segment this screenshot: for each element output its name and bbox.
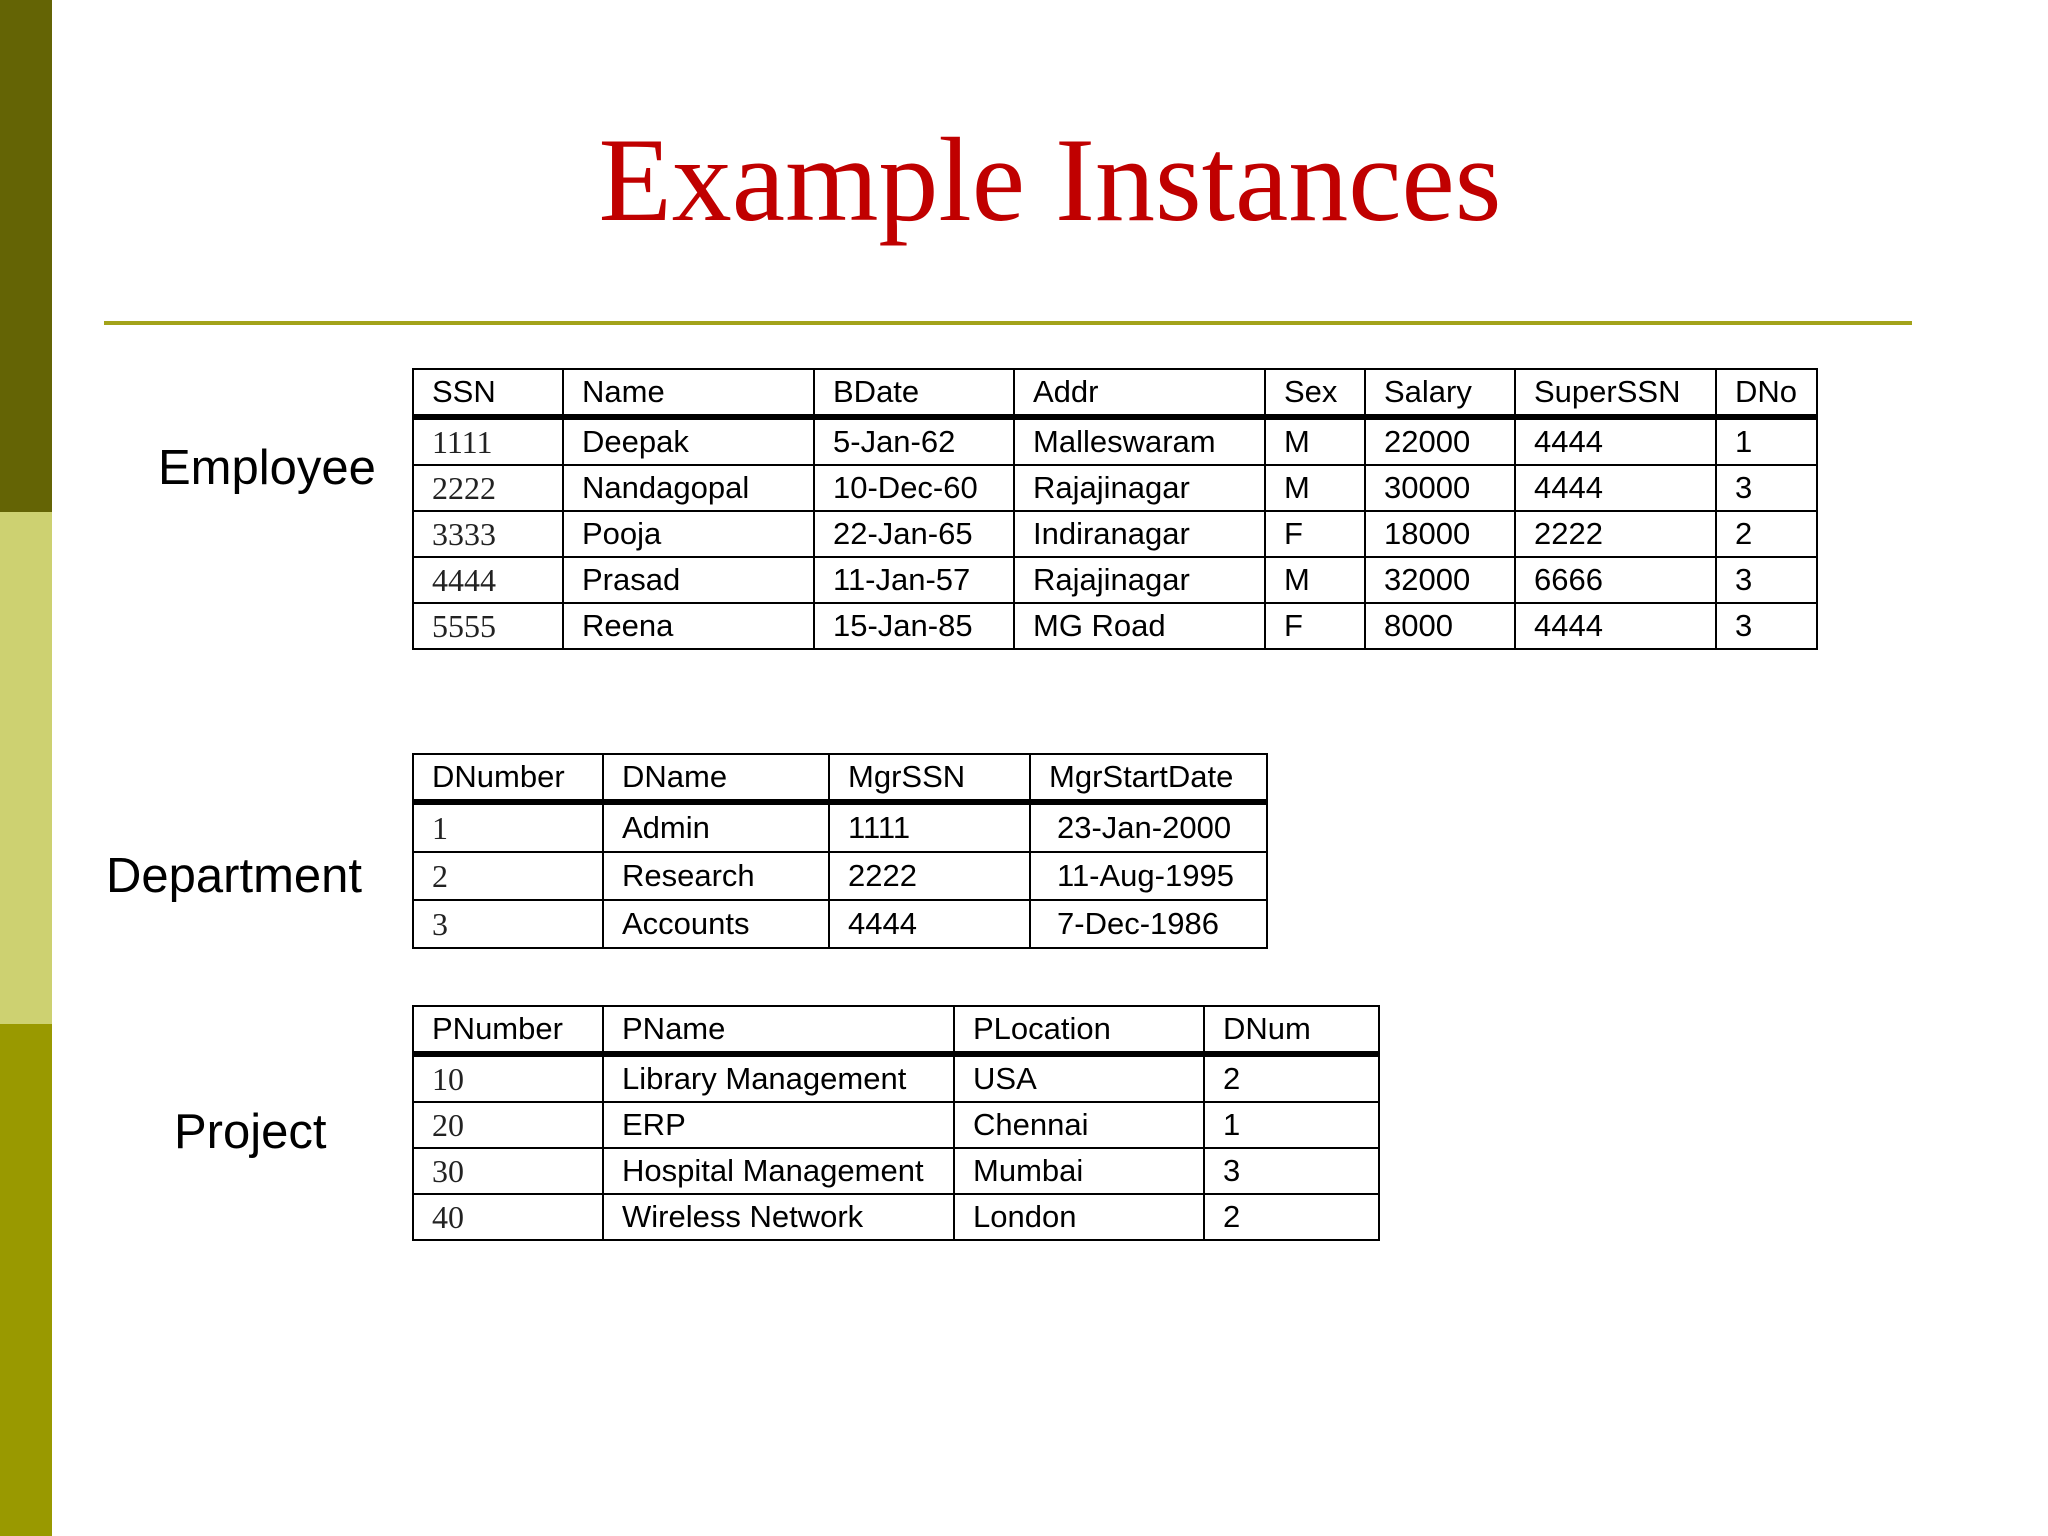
column-header: Addr bbox=[1014, 369, 1265, 417]
slide-title: Example Instances bbox=[598, 113, 1502, 246]
table-row bbox=[413, 1102, 1379, 1148]
table-cell: Hospital Management bbox=[603, 1148, 954, 1194]
table-cell: 23-Jan-2000 bbox=[1030, 802, 1267, 852]
table-cell: 3 bbox=[413, 900, 603, 948]
department-header-row bbox=[413, 754, 1267, 802]
table-cell: Accounts bbox=[603, 900, 829, 948]
column-header: PLocation bbox=[954, 1006, 1204, 1054]
table-cell: Research bbox=[603, 852, 829, 900]
column-header: SSN bbox=[413, 369, 563, 417]
table-row bbox=[413, 852, 1267, 900]
accent-bar-bottom bbox=[0, 1024, 52, 1536]
table-cell: 5-Jan-62 bbox=[814, 417, 1014, 465]
table-cell: Wireless Network bbox=[603, 1194, 954, 1240]
table-cell: Rajajinagar bbox=[1014, 557, 1265, 603]
table-row bbox=[413, 603, 1817, 649]
column-header: Salary bbox=[1365, 369, 1515, 417]
title-divider bbox=[104, 321, 1912, 325]
table-row bbox=[413, 1194, 1379, 1240]
column-header: PNumber bbox=[413, 1006, 603, 1054]
table-cell: Rajajinagar bbox=[1014, 465, 1265, 511]
table-cell: 15-Jan-85 bbox=[814, 603, 1014, 649]
department-label: Department bbox=[106, 849, 363, 903]
table-cell: 2222 bbox=[1515, 511, 1716, 557]
table-row bbox=[413, 511, 1817, 557]
column-header: Name bbox=[563, 369, 814, 417]
table-cell: 22-Jan-65 bbox=[814, 511, 1014, 557]
table-row bbox=[413, 417, 1817, 465]
table-cell: Reena bbox=[563, 603, 814, 649]
table-row bbox=[413, 1054, 1379, 1102]
table-cell: 1111 bbox=[829, 802, 1030, 852]
table-cell: 4444 bbox=[413, 557, 563, 603]
table-cell: USA bbox=[954, 1054, 1204, 1102]
department-table bbox=[412, 753, 1268, 949]
table-cell: 5555 bbox=[413, 603, 563, 649]
table-cell: Mumbai bbox=[954, 1148, 1204, 1194]
table-cell: Indiranagar bbox=[1014, 511, 1265, 557]
table-cell: 1111 bbox=[413, 417, 563, 465]
column-header: DNo bbox=[1716, 369, 1817, 417]
table-cell: M bbox=[1265, 465, 1365, 511]
project-header-row bbox=[413, 1006, 1379, 1054]
table-cell: ERP bbox=[603, 1102, 954, 1148]
table-cell: 2222 bbox=[413, 465, 563, 511]
employee-header-row bbox=[413, 369, 1817, 417]
table-cell: 32000 bbox=[1365, 557, 1515, 603]
column-header: MgrStartDate bbox=[1030, 754, 1267, 802]
table-cell: 2 bbox=[1716, 511, 1817, 557]
table-cell: MG Road bbox=[1014, 603, 1265, 649]
table-cell: 4444 bbox=[829, 900, 1030, 948]
table-cell: 4444 bbox=[1515, 603, 1716, 649]
table-cell: Library Management bbox=[603, 1054, 954, 1102]
column-header: Sex bbox=[1265, 369, 1365, 417]
table-cell: Pooja bbox=[563, 511, 814, 557]
table-cell: 20 bbox=[413, 1102, 603, 1148]
table-row bbox=[413, 900, 1267, 948]
project-table bbox=[412, 1005, 1380, 1241]
table-cell: 11-Aug-1995 bbox=[1030, 852, 1267, 900]
table-cell: 7-Dec-1986 bbox=[1030, 900, 1267, 948]
table-cell: 40 bbox=[413, 1194, 603, 1240]
table-cell: 1 bbox=[413, 802, 603, 852]
table-cell: 1 bbox=[1716, 417, 1817, 465]
table-cell: 30 bbox=[413, 1148, 603, 1194]
accent-bar-top bbox=[0, 0, 52, 512]
table-cell: 6666 bbox=[1515, 557, 1716, 603]
table-cell: 3 bbox=[1204, 1148, 1379, 1194]
table-cell: M bbox=[1265, 417, 1365, 465]
table-cell: Deepak bbox=[563, 417, 814, 465]
table-cell: 3 bbox=[1716, 465, 1817, 511]
table-cell: Admin bbox=[603, 802, 829, 852]
table-cell: 8000 bbox=[1365, 603, 1515, 649]
column-header: DName bbox=[603, 754, 829, 802]
employee-table bbox=[412, 368, 1818, 650]
table-cell: Nandagopal bbox=[563, 465, 814, 511]
table-cell: M bbox=[1265, 557, 1365, 603]
table-cell: 2 bbox=[413, 852, 603, 900]
table-cell: 10-Dec-60 bbox=[814, 465, 1014, 511]
table-cell: London bbox=[954, 1194, 1204, 1240]
table-cell: 3333 bbox=[413, 511, 563, 557]
column-header: DNumber bbox=[413, 754, 603, 802]
table-cell: Prasad bbox=[563, 557, 814, 603]
table-cell: 11-Jan-57 bbox=[814, 557, 1014, 603]
table-cell: 22000 bbox=[1365, 417, 1515, 465]
table-cell: 18000 bbox=[1365, 511, 1515, 557]
table-cell: 3 bbox=[1716, 603, 1817, 649]
table-cell: Chennai bbox=[954, 1102, 1204, 1148]
table-cell: Malleswaram bbox=[1014, 417, 1265, 465]
table-cell: F bbox=[1265, 603, 1365, 649]
table-cell: F bbox=[1265, 511, 1365, 557]
table-cell: 30000 bbox=[1365, 465, 1515, 511]
table-row bbox=[413, 557, 1817, 603]
table-row bbox=[413, 802, 1267, 852]
employee-label: Employee bbox=[158, 441, 376, 495]
table-cell: 4444 bbox=[1515, 465, 1716, 511]
column-header: PName bbox=[603, 1006, 954, 1054]
column-header: DNum bbox=[1204, 1006, 1379, 1054]
column-header: BDate bbox=[814, 369, 1014, 417]
table-cell: 2222 bbox=[829, 852, 1030, 900]
table-row bbox=[413, 1148, 1379, 1194]
table-cell: 3 bbox=[1716, 557, 1817, 603]
table-cell: 1 bbox=[1204, 1102, 1379, 1148]
accent-bar-middle bbox=[0, 512, 52, 1024]
table-cell: 10 bbox=[413, 1054, 603, 1102]
project-label: Project bbox=[174, 1105, 327, 1159]
table-row bbox=[413, 465, 1817, 511]
table-cell: 2 bbox=[1204, 1194, 1379, 1240]
column-header: MgrSSN bbox=[829, 754, 1030, 802]
table-cell: 2 bbox=[1204, 1054, 1379, 1102]
table-cell: 4444 bbox=[1515, 417, 1716, 465]
column-header: SuperSSN bbox=[1515, 369, 1716, 417]
